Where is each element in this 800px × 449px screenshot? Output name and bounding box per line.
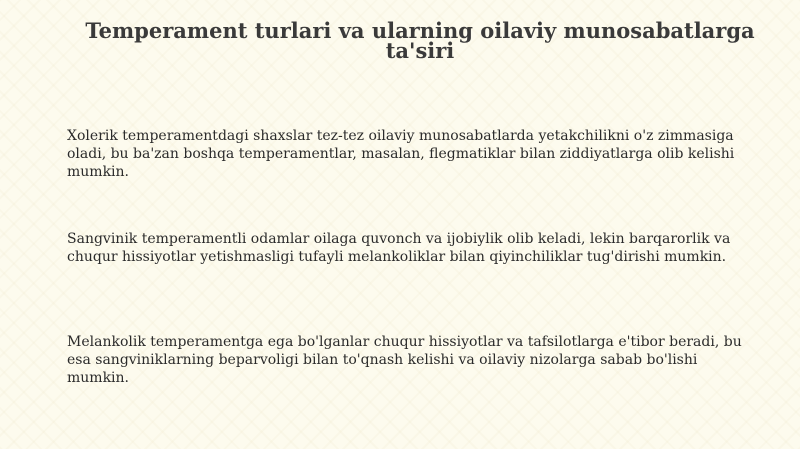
paragraph-sanguine: Sangvinik temperamentli odamlar oilaga quvonch va ijobiylik olib keladi, lekin barqarorlik va chuqur hissiyotlar yetishmasligi tufayli melankoliklar bilan qiyinchiliklar tug'dirishi mumkin.: [67, 231, 731, 265]
paragraph-melancholic: Melankolik temperamentga ega bo'lganlar chuqur hissiyotlar va tafsilotlarga e'tibor beradi, bu esa sangviniklarning beparvoligi bilan to'qnash kelishi va oilaviy nizolarga sabab bo'lishi mumkin.: [67, 334, 742, 386]
slide-title: Temperament turlari va ularning oilaviy munosabatlarga ta'siri: [85, 18, 755, 63]
paragraph-choleric: Xolerik temperamentdagi shaxslar tez-tez oilaviy munosabatlarda yetakchilikni o'z zimmasiga oladi, bu ba'zan boshqa temperamentlar, masalan, flegmatiklar bilan ziddiyatlarga olib kelishi mumkin.: [67, 128, 735, 180]
